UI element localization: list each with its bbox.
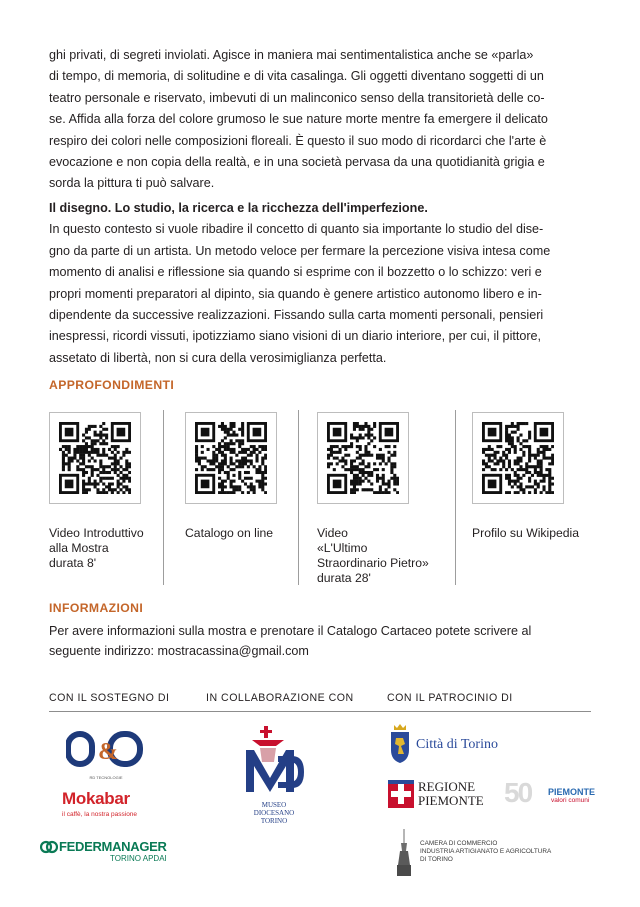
qr-caption-line: Video bbox=[317, 526, 348, 540]
qr-item-video-intro[interactable] bbox=[49, 412, 169, 571]
rd-tagline: RD TECNOLOGIE bbox=[89, 775, 123, 780]
info-line: Per avere informazioni sulla mostra e prenotare il Catalogo Cartaceo potete scrivere al bbox=[49, 624, 532, 638]
drawing-section bbox=[49, 198, 591, 369]
intro-paragraph bbox=[49, 45, 591, 195]
informazioni-title: INFORMAZIONI bbox=[49, 601, 144, 615]
citta-wordmark: Città di Torino bbox=[416, 737, 498, 752]
drawing-heading: Il disegno. Lo studio, la ricerca e la ricchezza dell'imperfezione. bbox=[49, 201, 428, 215]
camera-commercio-logo bbox=[396, 829, 566, 879]
regione-line: PIEMONTE bbox=[418, 793, 484, 808]
qr-caption bbox=[317, 526, 437, 586]
regione-shield-icon bbox=[388, 780, 414, 808]
camera-text bbox=[420, 840, 551, 864]
qr-caption-line: durata 28' bbox=[317, 571, 371, 585]
drawing-line: In questo contesto si vuole ribadire il concetto di quanto sia importante lo studio del dise- bbox=[49, 222, 544, 237]
federmanager-wordmark: FEDERMANAGER bbox=[59, 839, 167, 854]
rd-logo bbox=[66, 731, 146, 780]
qr-caption-line: «L'Ultimo bbox=[317, 541, 368, 555]
drawing-line: gno da parte di un artista. Un metodo veloce per fermare la percezione visiva intesa come bbox=[49, 243, 551, 258]
qr-code-video-ultimo[interactable] bbox=[317, 412, 409, 504]
qr-caption-line: alla Mostra bbox=[49, 541, 109, 555]
drawing-line: propri momenti preparatori al dipinto, sia quando è genere artistico autonomo libero e in- bbox=[49, 286, 542, 301]
qr-caption bbox=[472, 526, 592, 541]
mokabar-wordmark: Mokabar bbox=[62, 789, 130, 808]
support-divider bbox=[49, 711, 591, 712]
qr-divider bbox=[455, 410, 456, 585]
piemonte-50-number: 50 bbox=[504, 777, 532, 808]
intro-line: di tempo, di memoria, di solitudine e di vita casalinga. Gli oggetti diventano soggetti di un bbox=[49, 69, 544, 84]
drawing-line: momento di analisi e riflessione sia quando si esprime con il bozzetto o lo schizzo: veri e bbox=[49, 265, 542, 280]
rd-logo-mark bbox=[66, 731, 146, 769]
intro-line: se. Affida alla forza del colore grumoso le sue nature morte mentre fa emergere il delicato bbox=[49, 112, 548, 127]
regione-line: REGIONE bbox=[418, 779, 476, 794]
mokabar-logo bbox=[62, 789, 157, 818]
torino-shield-icon bbox=[389, 724, 411, 764]
intro-line: ghi privati, di segreti inviolati. Agisce in maniera mai sentimentalistica anche se «parla» bbox=[49, 48, 534, 62]
museo-line: MUSEO bbox=[261, 801, 287, 809]
qr-caption-line: Profilo su Wikipedia bbox=[472, 526, 580, 540]
mokabar-tagline: il caffè, la nostra passione bbox=[62, 811, 138, 818]
museo-line: DIOCESANO bbox=[253, 809, 295, 817]
info-prefix: seguente indirizzo: bbox=[49, 644, 158, 658]
camera-line: CAMERA DI COMMERCIO bbox=[420, 840, 498, 847]
camera-line: DI TORINO bbox=[420, 856, 453, 863]
collaborazione-label: IN COLLABORAZIONE CON bbox=[206, 692, 354, 704]
piemonte-50-name: PIEMONTE bbox=[548, 787, 596, 797]
qr-code-icon bbox=[59, 422, 131, 494]
federmanager-sub: TORINO APDAI bbox=[110, 854, 167, 863]
qr-code-wikipedia[interactable] bbox=[472, 412, 564, 504]
qr-item-wikipedia[interactable] bbox=[472, 412, 592, 541]
museo-text bbox=[240, 801, 308, 825]
sostegno-label: CON IL SOSTEGNO DI bbox=[49, 692, 170, 704]
approfondimenti-title: APPROFONDIMENTI bbox=[49, 378, 175, 392]
mole-antonelliana-icon bbox=[396, 829, 412, 877]
qr-code-catalogo[interactable] bbox=[185, 412, 277, 504]
email-link[interactable]: mostracassina@gmail.com bbox=[157, 644, 309, 658]
qr-code-icon bbox=[327, 422, 399, 494]
qr-code-icon bbox=[195, 422, 267, 494]
svg-text:&: & bbox=[98, 739, 118, 765]
qr-caption bbox=[185, 526, 305, 541]
qr-caption bbox=[49, 526, 169, 571]
regione-piemonte-logo bbox=[388, 780, 488, 810]
qr-item-catalogo[interactable] bbox=[185, 412, 305, 541]
piemonte-50-sub: valori comuni bbox=[551, 797, 590, 804]
drawing-line: inespressi, ricordi vissuti, ipotizziamo siano visioni di un diario interiore, per cui, il pittore, bbox=[49, 329, 542, 344]
intro-line: sorda la pittura ti può salvare. bbox=[49, 176, 215, 191]
museo-line: TORINO bbox=[260, 817, 288, 825]
patrocinio-label: CON IL PATROCINIO DI bbox=[387, 692, 513, 704]
citta-torino-logo bbox=[389, 724, 529, 764]
qr-caption-line: Video Introduttivo bbox=[49, 526, 144, 540]
qr-caption-line: Catalogo on line bbox=[185, 526, 274, 540]
qr-caption-line: durata 8' bbox=[49, 556, 97, 570]
qr-code-icon bbox=[482, 422, 554, 494]
piemonte-50-logo bbox=[504, 777, 604, 809]
intro-line: evocazione e non copia della realtà, e in una società pervasa da una quotidianità grigia e bbox=[49, 155, 545, 170]
qr-code-video-intro[interactable] bbox=[49, 412, 141, 504]
drawing-line: dipendente da successive realizzazioni. Fissando sulla carta momenti personali, pensieri bbox=[49, 308, 544, 323]
informazioni-text bbox=[49, 621, 594, 661]
info-line bbox=[49, 641, 594, 661]
intro-line: teatro personale e riservato, imbevuti di un malinconico senso della transitorietà delle co- bbox=[49, 90, 545, 105]
museo-diocesano-logo bbox=[240, 724, 308, 824]
qr-item-video-ultimo[interactable] bbox=[317, 412, 437, 586]
regione-text bbox=[418, 780, 484, 808]
intro-line: respiro dei colori nelle composizioni floreali. È questo il suo modo di ricordarci che l'arte è bbox=[49, 133, 547, 148]
museo-diocesano-mark bbox=[240, 724, 308, 796]
drawing-line: assetato di libertà, non si cura della verosimiglianza perfetta. bbox=[49, 350, 387, 365]
camera-line: INDUSTRIA ARTIGIANATO E AGRICOLTURA bbox=[420, 848, 552, 855]
federmanager-knot-icon bbox=[40, 838, 58, 856]
qr-caption-line: Straordinario Pietro» bbox=[317, 556, 429, 570]
